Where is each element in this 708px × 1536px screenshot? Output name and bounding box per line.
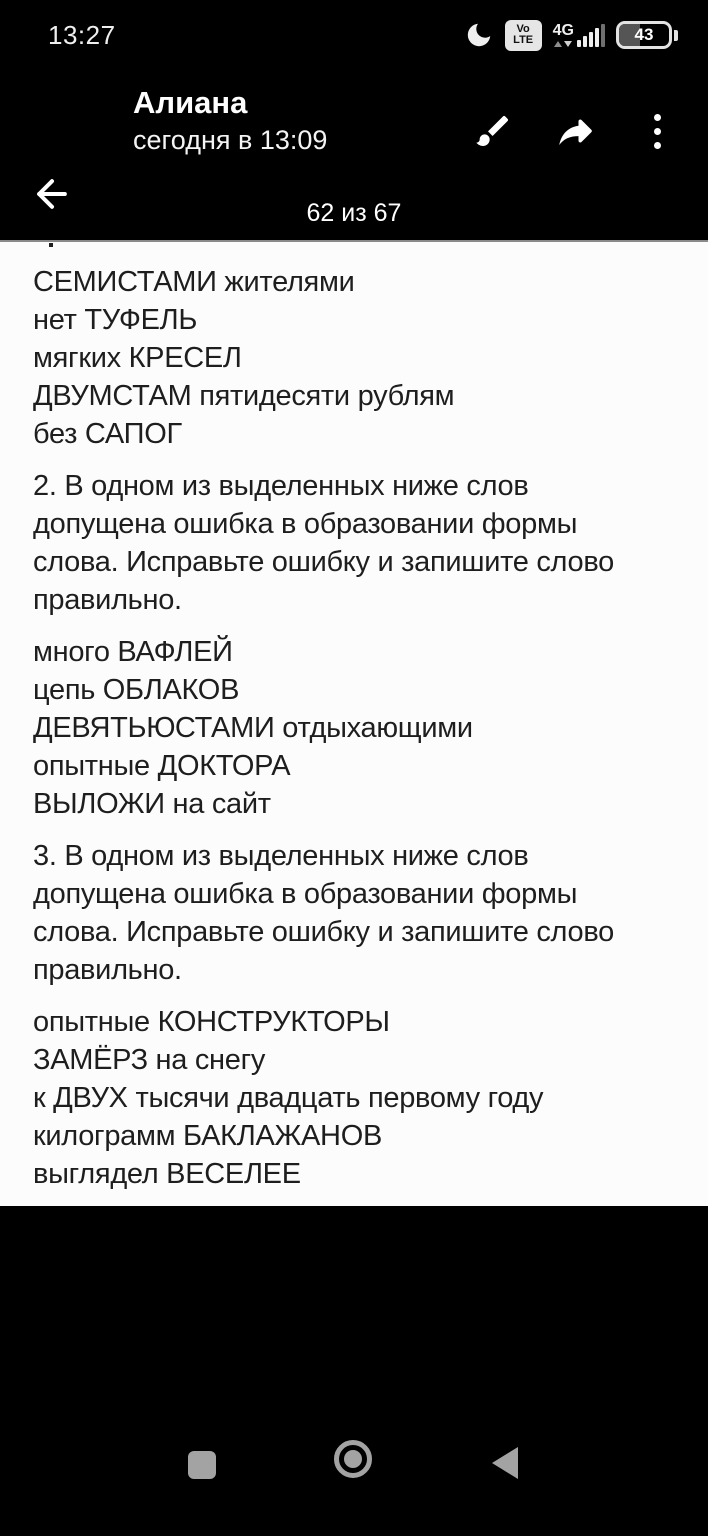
photo-text xyxy=(0,242,708,1193)
network-type-label: 4G xyxy=(552,22,574,39)
header-actions xyxy=(464,102,686,160)
photo-text-line: опытные ДОКТОРА xyxy=(33,750,291,782)
data-arrows-icon xyxy=(554,41,572,47)
photo-view[interactable] xyxy=(0,240,708,1206)
more-options-button[interactable] xyxy=(628,102,686,160)
photo-text-line: ЗАМЁРЗ на снегу xyxy=(33,1044,266,1076)
recents-square-icon xyxy=(188,1451,216,1479)
task-2-text xyxy=(33,467,688,619)
photo-text-line: выглядел ВЕСЕЛЕЕ xyxy=(33,1158,301,1190)
photo-text-line: опытные КОНСТРУКТОРЫ xyxy=(33,1006,390,1038)
status-bar xyxy=(0,0,708,70)
word-list-2 xyxy=(33,633,688,823)
status-icons xyxy=(464,20,678,51)
status-time: 13:27 xyxy=(48,19,116,50)
task-3-text xyxy=(33,837,688,989)
photo-text-line: нет ТУФЕЛЬ xyxy=(33,304,198,336)
edit-brush-button[interactable] xyxy=(464,102,522,160)
word-list-3 xyxy=(33,1003,688,1193)
header-titles xyxy=(133,84,327,158)
photo-text-line: СЕМИСТАМИ жителями xyxy=(33,266,355,298)
photo-text-line: правильно. xyxy=(33,954,182,986)
brush-icon xyxy=(473,111,513,151)
photo-text-line: ВЫЛОЖИ на сайт xyxy=(33,788,271,820)
photo-text-line: правильно. xyxy=(33,584,182,616)
photo-text-line: 2. В одном из выделенных ниже слов xyxy=(33,470,529,502)
home-circle-icon xyxy=(334,1440,372,1478)
photo-text-line: допущена ошибка в образовании формы xyxy=(33,508,578,540)
photo-text-line: слова. Исправьте ошибку и запишите слово xyxy=(33,546,614,578)
forward-share-icon xyxy=(554,110,596,152)
photo-text-line: допущена ошибка в образовании формы xyxy=(33,878,578,910)
back-triangle-icon xyxy=(492,1447,518,1479)
photo-text-line: много ВАФЛЕЙ xyxy=(33,636,233,668)
photo-text-line: мягких КРЕСЕЛ xyxy=(33,342,242,374)
photo-text-line: слова. Исправьте ошибку и запишите слово xyxy=(33,916,614,948)
photo-text-line: к ДВУХ тысячи двадцать первому году xyxy=(33,1082,544,1114)
word-list-1 xyxy=(33,263,688,453)
photo-text-line: килограмм БАКЛАЖАНОВ xyxy=(33,1120,382,1152)
photo-text-line: цепь ОБЛАКОВ xyxy=(33,674,240,706)
photo-timestamp: сегодня в 13:09 xyxy=(133,125,328,155)
photo-text-line: ДВУМСТАМ пятидесяти рублям xyxy=(33,380,455,412)
recents-button[interactable] xyxy=(181,1444,223,1486)
signal-bars-icon xyxy=(577,24,605,47)
nav-back-button[interactable] xyxy=(485,1443,525,1483)
battery-icon xyxy=(616,21,678,49)
sender-name: Алиана xyxy=(133,85,248,120)
kebab-menu-icon xyxy=(654,114,661,149)
photo-crop-artifact xyxy=(49,243,53,247)
battery-percent: 43 xyxy=(634,25,654,44)
android-nav-bar xyxy=(0,1416,708,1536)
home-button[interactable] xyxy=(332,1438,374,1480)
photo-counter: 62 из 67 xyxy=(306,198,402,227)
signal-4g-icon xyxy=(553,23,605,47)
share-forward-button[interactable] xyxy=(546,102,604,160)
photo-text-line: ДЕВЯТЬЮСТАМИ отдыхающими xyxy=(33,712,473,744)
moon-icon xyxy=(464,20,494,50)
photo-text-line: 3. В одном из выделенных ниже слов xyxy=(33,840,529,872)
photo-viewer-header xyxy=(0,70,708,188)
volte-badge-icon: Vo LTE xyxy=(505,20,542,51)
photo-text-line: без САПОГ xyxy=(33,418,182,450)
